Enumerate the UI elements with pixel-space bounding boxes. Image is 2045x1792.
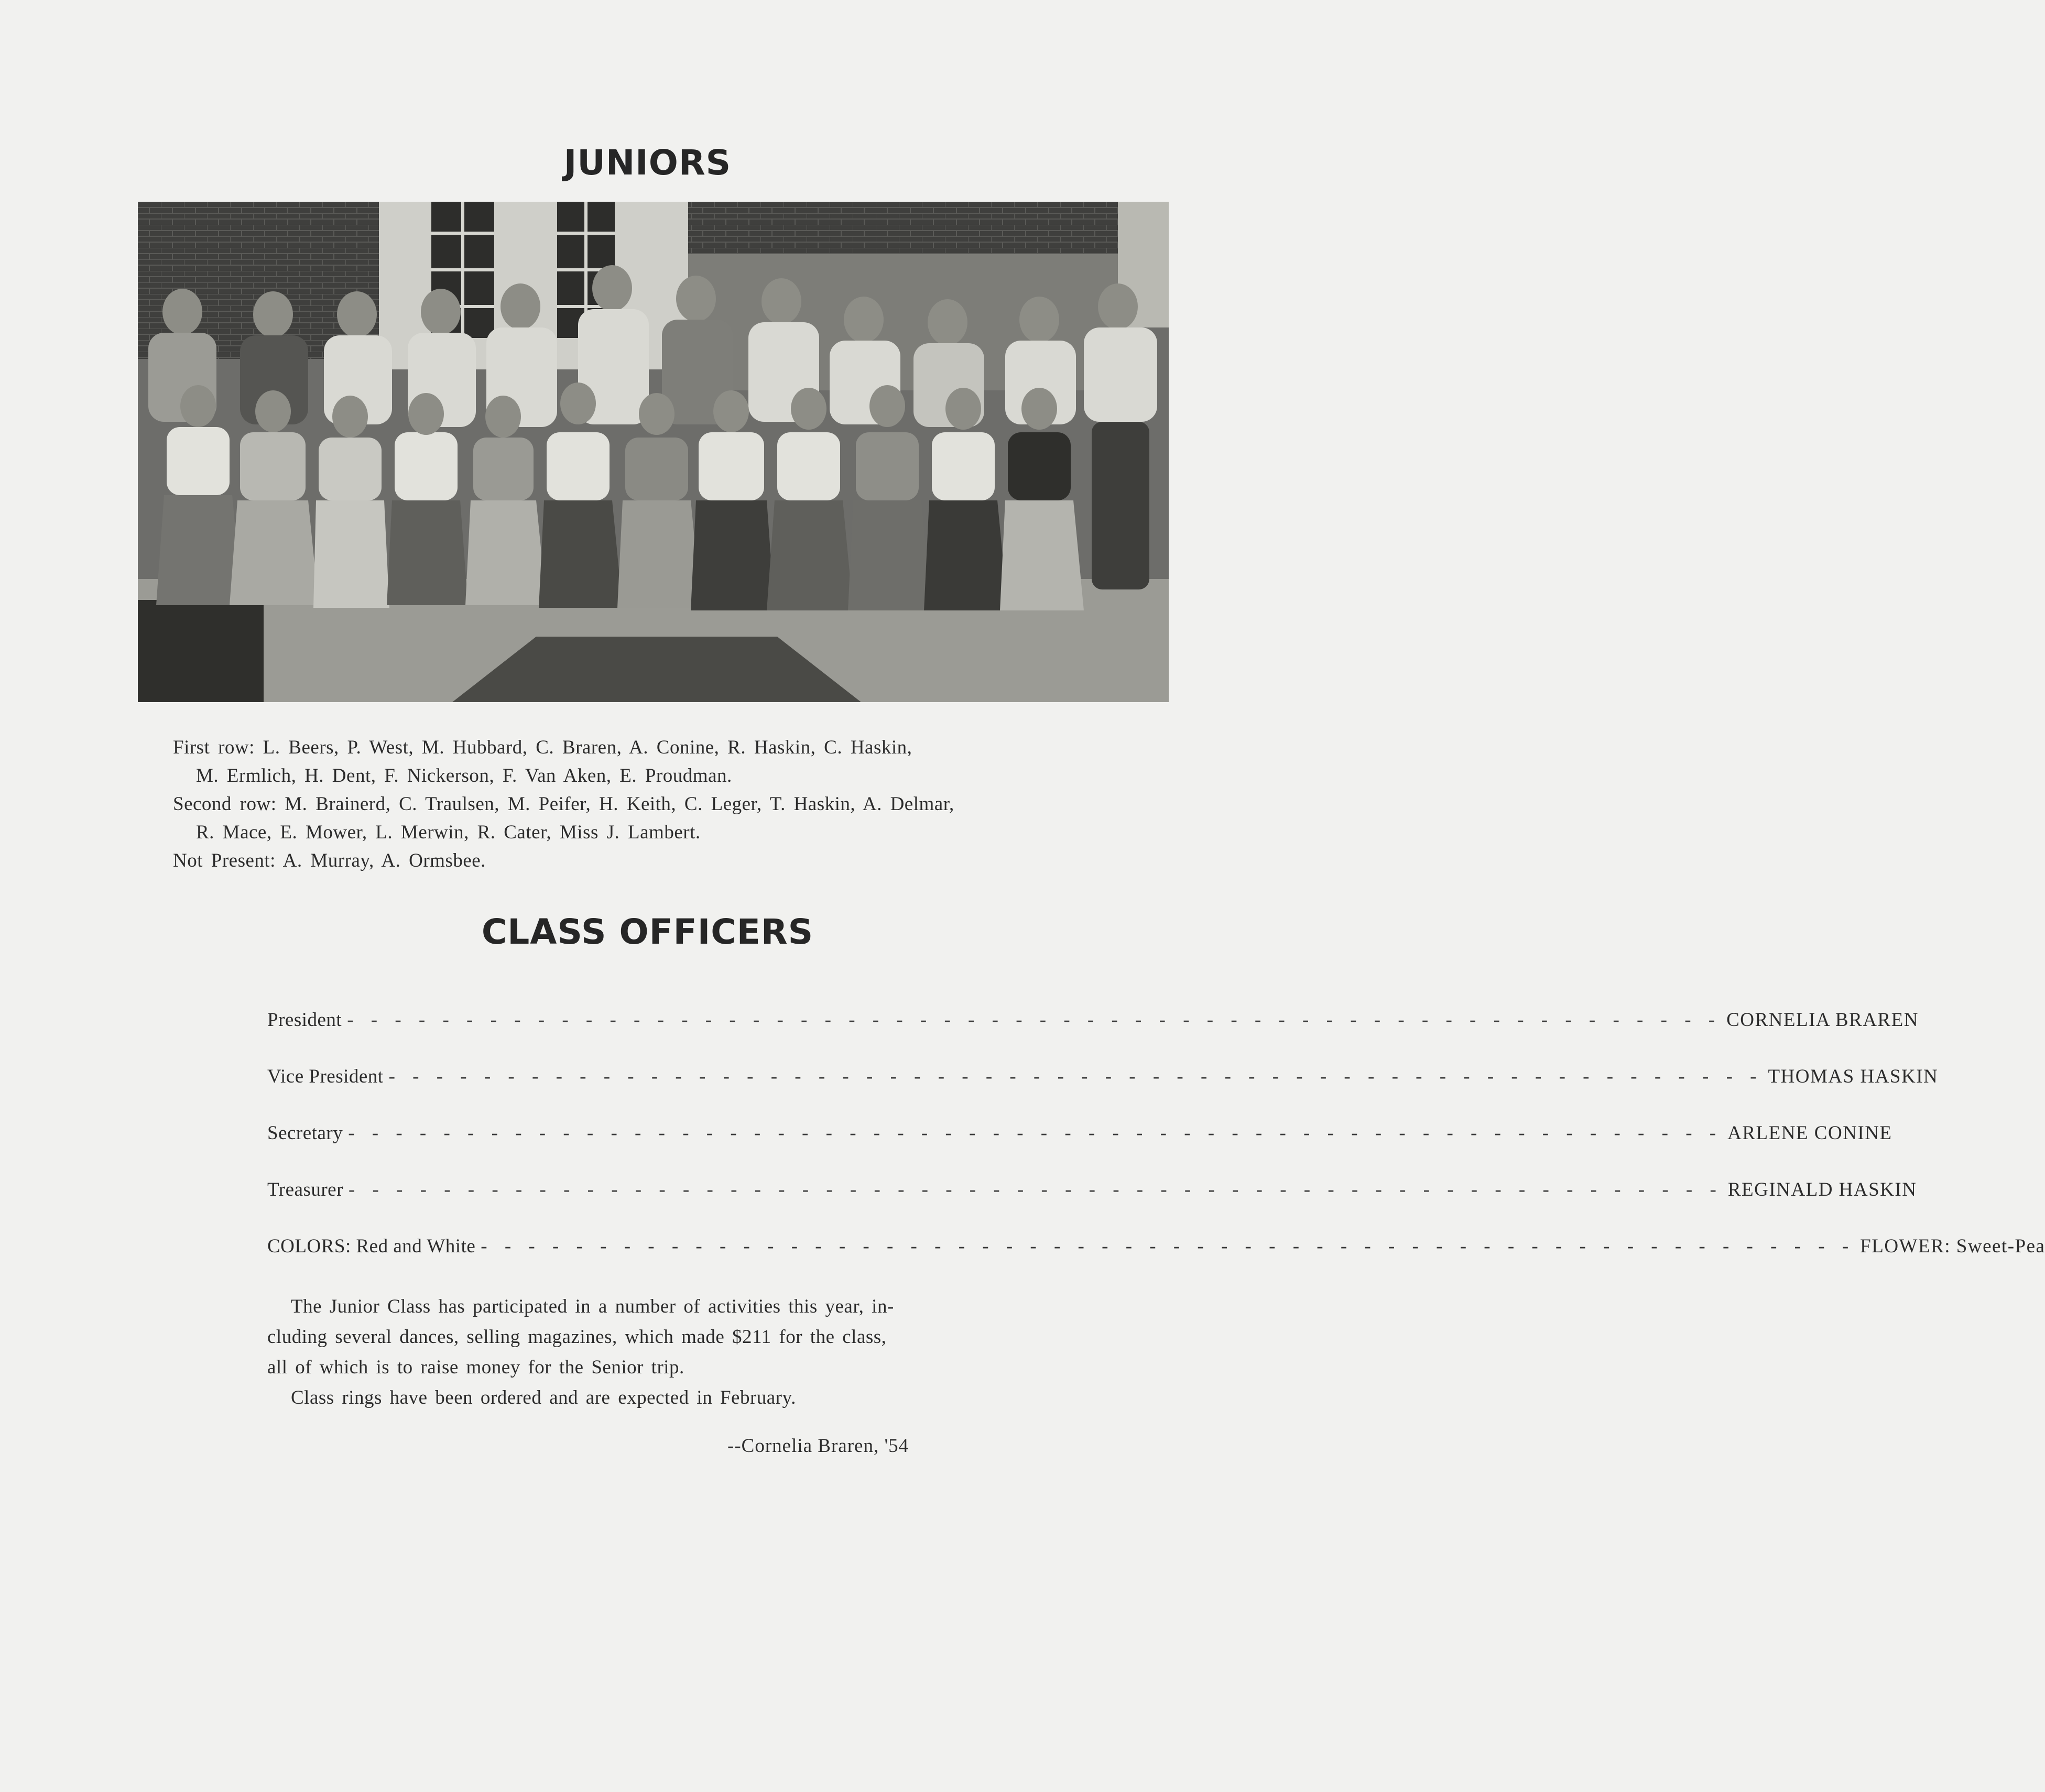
officer-row bbox=[267, 1122, 1892, 1178]
class-photo bbox=[138, 202, 1169, 702]
officer-name: REGINALD HASKIN bbox=[1727, 1179, 1917, 1200]
caption-second-row-cont: R. Mace, E. Mower, L. Merwin, R. Cater, Miss J. Lambert. bbox=[196, 822, 701, 843]
summary-line-3: all of which is to raise money for the Senior trip. bbox=[267, 1357, 684, 1378]
officer-row bbox=[267, 1065, 1939, 1122]
officers-heading: CLASS OFFICERS bbox=[481, 912, 814, 952]
officers-list bbox=[267, 1009, 2045, 1292]
page-title: JUNIORS bbox=[563, 143, 732, 183]
officer-role: Vice President bbox=[267, 1066, 384, 1087]
officer-name: CORNELIA BRAREN bbox=[1726, 1009, 1919, 1031]
caption-first-row-cont: M. Ermlich, H. Dent, F. Nickerson, F. Van Aken, E. Proudman. bbox=[196, 765, 732, 786]
class-summary bbox=[267, 1292, 1022, 1413]
officer-row bbox=[267, 1009, 1919, 1065]
dot-leader: - - - - - - - - - - - - - - - - - - - - - - - - - - - - - - - - - - - - - - - - - - - - - - - - - - - - - - - - - - bbox=[347, 1009, 1722, 1031]
caption-not-present: Not Present: A. Murray, A. Ormsbee. bbox=[173, 850, 486, 871]
caption-first-row: First row: L. Beers, P. West, M. Hubbard, C. Braren, A. Conine, R. Haskin, C. Haskin, bbox=[173, 737, 912, 758]
officer-name: ARLENE CONINE bbox=[1727, 1122, 1892, 1144]
caption-second-row: Second row: M. Brainerd, C. Traulsen, M. Peifer, H. Keith, C. Leger, T. Haskin, A. Delmar, bbox=[173, 793, 954, 815]
class-flower: FLOWER: Sweet-Pea bbox=[1860, 1236, 2045, 1257]
dot-leader: - - - - - - - - - - - - - - - - - - - - - - - - - - - - - - - - - - - - - - - - - - - - - - - - - - - - - - - - - - bbox=[388, 1066, 1763, 1087]
summary-line-2: cluding several dances, selling magazines, which made $211 for the class, bbox=[267, 1326, 887, 1348]
colors-flower-row bbox=[267, 1235, 2045, 1292]
officer-role: Treasurer bbox=[267, 1179, 343, 1200]
class-colors: COLORS: Red and White bbox=[267, 1236, 476, 1257]
summary-line-1: The Junior Class has participated in a number of activities this year, in- bbox=[291, 1296, 894, 1317]
summary-rings: Class rings have been ordered and are expected in February. bbox=[291, 1387, 796, 1408]
officer-name: THOMAS HASKIN bbox=[1768, 1066, 1939, 1087]
dot-leader: - - - - - - - - - - - - - - - - - - - - - - - - - - - - - - - - - - - - - - - - - - - - - - - - - - - - - - - - - - bbox=[481, 1236, 1855, 1257]
officer-role: President bbox=[267, 1009, 342, 1031]
dot-leader: - - - - - - - - - - - - - - - - - - - - - - - - - - - - - - - - - - - - - - - - - - - - - - - - - - - - - - - - - - bbox=[348, 1122, 1723, 1144]
officer-role: Secretary bbox=[267, 1122, 343, 1144]
dot-leader: - - - - - - - - - - - - - - - - - - - - - - - - - - - - - - - - - - - - - - - - - - - - - - - - - - - - - - - - - - bbox=[348, 1179, 1723, 1200]
author-signature: --Cornelia Braren, '54 bbox=[727, 1435, 909, 1457]
photo-caption bbox=[173, 734, 1169, 875]
officer-row bbox=[267, 1178, 1917, 1235]
